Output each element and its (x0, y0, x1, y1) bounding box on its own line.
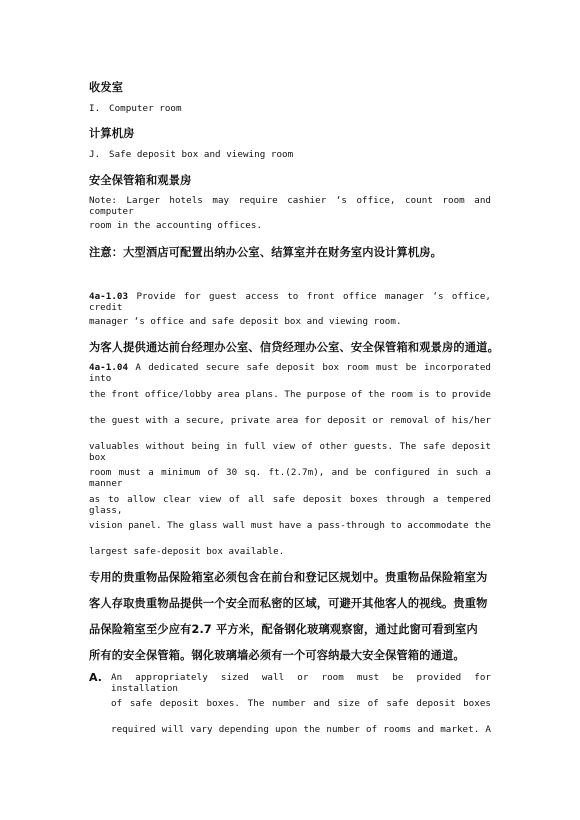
item-a-label: A. (89, 671, 102, 684)
note-chinese: 注意：大型酒店可配置出纳办公室、结算室并在财务室内设计算机房。 (89, 246, 443, 259)
note-line-1: Note: Larger hotels may require cashier ‘s office, count room and computer (89, 195, 491, 217)
item-a-line-3: required will vary depending upon the number of rooms and market. A (111, 724, 491, 735)
section-number-404: 4a-1.04 (89, 362, 129, 373)
para-404-line-5: room must a minimum of 30 sq. ft.(2.7m), and be configured in such a manner (89, 467, 491, 489)
heading-computer-room: 计算机房 (89, 127, 135, 140)
para-403-line-1: 4a-1.03 Provide for guest access to front office manager ‘s office, credit (89, 291, 491, 313)
para-404-line-3: the guest with a secure, private area for deposit or removal of his/her (89, 415, 491, 426)
para-403-chinese: 为客人提供通达前台经理办公室、信贷经理办公室、安全保管箱和观景房的通道。 (89, 341, 499, 354)
para-404-line-8: largest safe-deposit box available. (89, 546, 285, 557)
item-a-line-2: of safe deposit boxes. The number and size of safe deposit boxes (111, 698, 491, 709)
para-404-line-7: vision panel. The glass wall must have a pass-through to accommodate the (89, 520, 491, 531)
para-403-line-2: manager ‘s office and safe deposit box and viewing room. (89, 316, 402, 327)
item-i-label: I. (89, 103, 101, 114)
para-404-chinese-3: 品保险箱室至少应有2.7 平方米，配备钢化玻璃观察窗，通过此窗可看到室内 (89, 623, 478, 636)
para-404-line-2: the front office/lobby area plans. The purpose of the room is to provide (89, 389, 491, 400)
para-404-chinese-2: 客人存取贵重物品提供一个安全而私密的区域，可避开其他客人的视线。贵重物 (89, 597, 488, 610)
para-404-chinese-4: 所有的安全保管箱。钢化玻璃墙必须有一个可容纳最大安全保管箱的通道。 (89, 649, 465, 662)
para-404-line-6: as to allow clear view of all safe deposit boxes through a tempered glass, (89, 494, 491, 516)
para-404-chinese-1: 专用的贵重物品保险箱室必须包含在前台和登记区规划中。贵重物品保险箱室为 (89, 571, 488, 584)
item-j-text: Safe deposit box and viewing room (109, 149, 294, 160)
item-j-label: J. (89, 149, 101, 160)
item-i (89, 103, 182, 114)
note-line-2: room in the accounting offices. (89, 220, 263, 231)
section-number-403: 4a-1.03 (89, 291, 129, 302)
item-a-line-1: An appropriately sized wall or room must be provided for installation (111, 672, 491, 694)
heading-safe-deposit: 安全保管箱和观景房 (89, 174, 192, 187)
heading-mailroom: 收发室 (89, 81, 124, 94)
item-i-text: Computer room (109, 103, 182, 114)
item-j (89, 149, 293, 160)
para-404-line-1: 4a-1.04 A dedicated secure safe deposit box room must be incorporated into (89, 362, 491, 384)
para-404-line-4: valuables without being in full view of other guests. The safe deposit box (89, 441, 491, 463)
